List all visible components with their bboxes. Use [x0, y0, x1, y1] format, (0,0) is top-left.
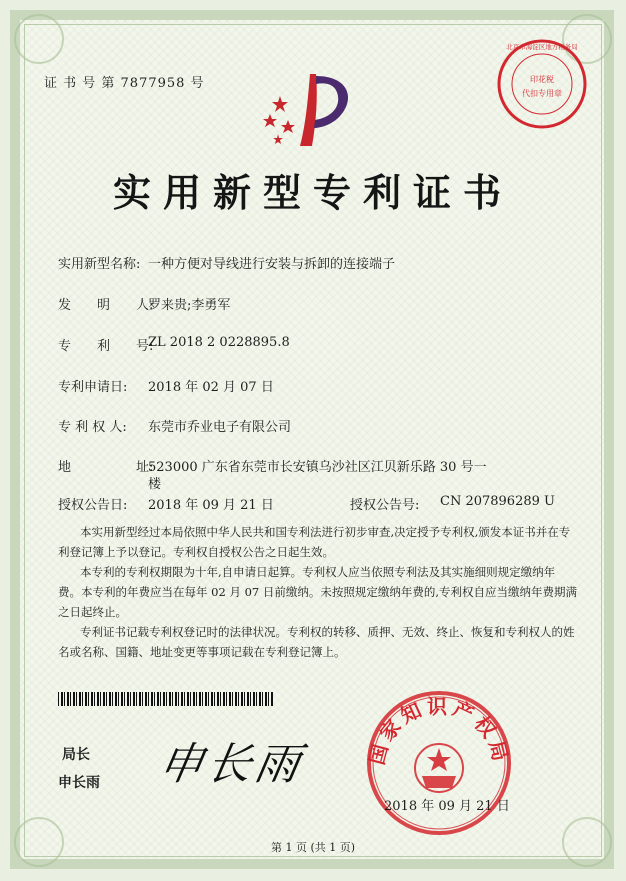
filing-date-label: 专利申请日: — [58, 380, 128, 395]
seal-text: 国家知识产权局 — [364, 694, 514, 768]
official-seal — [364, 688, 514, 838]
grant-date-label: 授权公告日: — [58, 498, 128, 513]
stamp-outer-text: 北京市海淀区地方税务局 — [506, 43, 578, 51]
paragraph-1: 本实用新型经过本局依照中华人民共和国专利法进行初步审查,决定授予专利权,颁发本证书并在专利登记簿上予以登记。专利权自授权公告之日起生效。 — [58, 525, 571, 559]
stamp-line-1: 印花税 — [530, 75, 554, 84]
inventor-label: 发 明 人: — [58, 298, 154, 313]
tax-stamp — [496, 38, 588, 130]
cnipa-logo-icon — [258, 68, 368, 150]
director-title: 局长 — [62, 747, 90, 763]
utility-model-name-label: 实用新型名称: — [58, 257, 141, 272]
page-footer: 第 1 页 (共 1 页) — [270, 841, 356, 854]
address-value-line-2: 楼 — [148, 477, 162, 492]
address-label: 地 址: — [58, 460, 154, 475]
patentee-value: 东莞市乔业电子有限公司 — [148, 420, 292, 435]
patent-number-label: 专 利 号: — [58, 339, 154, 354]
filing-date-value: 2018 年 02 月 07 日 — [148, 380, 274, 395]
corner-ornament — [14, 14, 64, 64]
certificate-title: 实用新型专利证书 — [112, 170, 513, 215]
utility-model-name-value: 一种方便对导线进行安装与拆卸的连接端子 — [148, 257, 396, 272]
director-name: 申长雨 — [58, 775, 100, 791]
svg-text:国家知识产权局 — [364, 694, 513, 767]
inventor-value: 罗来贵;李勇军 — [148, 298, 231, 313]
patent-number-value: ZL 2018 2 0228895.8 — [148, 335, 290, 350]
seal-date: 2018 年 09 月 21 日 — [384, 799, 510, 814]
grant-date-value: 2018 年 09 月 21 日 — [148, 498, 274, 513]
certificate-number: 证 书 号 第 7877958 号 — [44, 76, 205, 91]
barcode — [58, 692, 273, 706]
address-value-line-1: 523000 广东省东莞市长安镇乌沙社区江贝新乐路 30 号一 — [148, 460, 487, 475]
paragraph-3: 专利证书记载专利权登记时的法律状况。专利权的转移、质押、无效、终止、恢复和专利权人的姓名或名称、国籍、地址变更等事项记载在专利登记簿上。 — [58, 625, 575, 659]
grant-number-label: 授权公告号: — [350, 498, 420, 513]
grant-number-value: CN 207896289 U — [440, 494, 555, 509]
paragraph-2: 本专利的专利权期限为十年,自申请日起算。专利权人应当依照专利法及其实施细则规定缴纳年费。本专利的年费应当在每年 02 月 07 日前缴纳。未按照规定缴纳年费的,专利权自应当缴纳年费期满之日起终止。 — [58, 565, 578, 619]
handwritten-signature: 申长雨 — [154, 739, 308, 790]
stamp-line-2: 代扣专用章 — [522, 89, 562, 98]
patentee-label: 专 利 权 人: — [58, 420, 127, 435]
